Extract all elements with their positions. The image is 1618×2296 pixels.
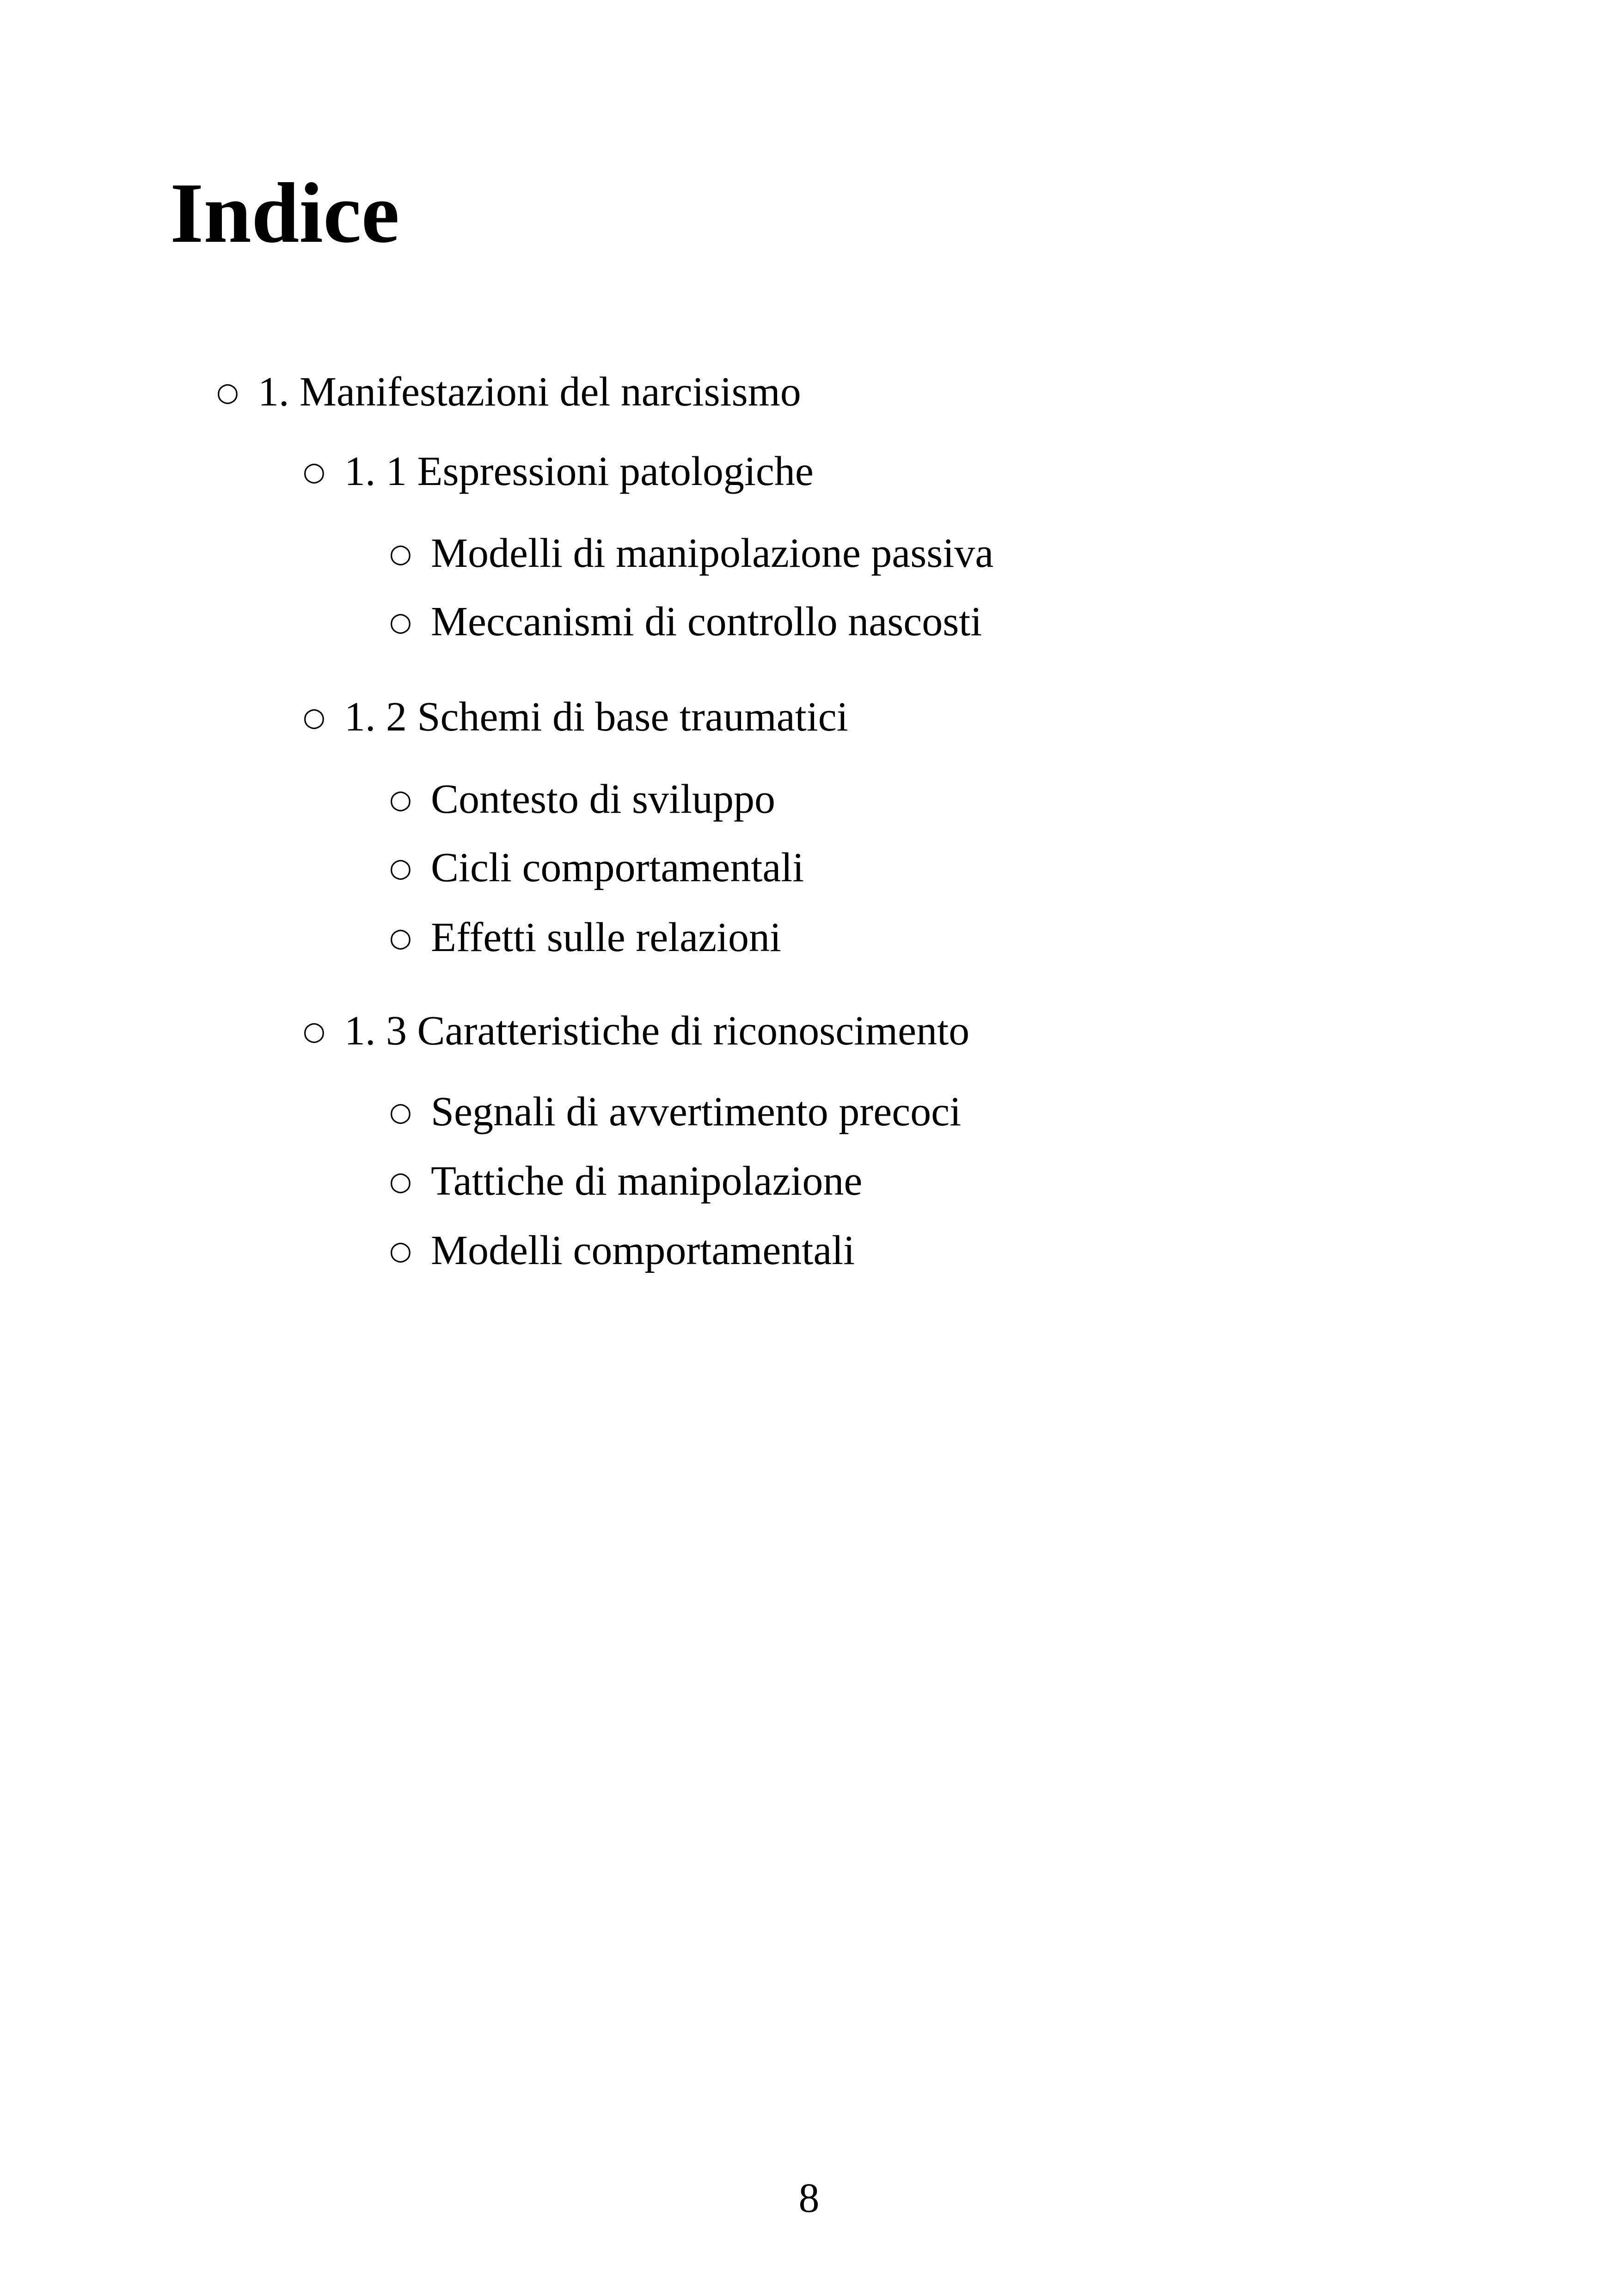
toc-label: 1. 3 Caratteristiche di riconoscimento: [344, 1008, 970, 1054]
toc-label: Tattiche di manipolazione: [431, 1158, 863, 1204]
toc-section-1-3: [303, 1010, 969, 1052]
toc-subitem: [389, 776, 776, 822]
toc-label: Meccanismi di controllo nascosti: [431, 599, 982, 645]
toc-subitem: [389, 1160, 862, 1202]
toc-label: 1. Manifestazioni del narcisismo: [258, 369, 801, 415]
toc-subitem: [389, 917, 781, 958]
toc-section-1-1: [303, 448, 814, 494]
circle-bullet-icon: ○: [303, 702, 325, 732]
toc-label: Modelli comportamentali: [431, 1228, 855, 1273]
toc-subitem: [389, 847, 804, 889]
toc-section-1-2: [303, 696, 848, 738]
toc-subitem: [389, 601, 982, 643]
circle-bullet-icon: ○: [389, 923, 412, 953]
toc-label: Effetti sulle relazioni: [431, 915, 782, 960]
toc-label: 1. 1 Espressioni patologiche: [344, 448, 814, 494]
toc-chapter-1: [216, 371, 801, 413]
circle-bullet-icon: ○: [389, 1236, 412, 1266]
toc-label: 1. 2 Schemi di base traumatici: [344, 694, 848, 740]
circle-bullet-icon: ○: [389, 539, 412, 569]
toc-subitem: [389, 530, 994, 576]
circle-bullet-icon: ○: [389, 853, 412, 883]
circle-bullet-icon: ○: [389, 785, 412, 815]
toc-subitem: [389, 1230, 855, 1271]
toc-label: Contesto di sviluppo: [431, 776, 776, 822]
circle-bullet-icon: ○: [389, 1166, 412, 1197]
toc-label: Segnali di avvertimento precoci: [431, 1089, 962, 1135]
page-number: 8: [798, 2175, 820, 2221]
circle-bullet-icon: ○: [389, 607, 412, 637]
toc-label: Modelli di manipolazione passiva: [431, 530, 994, 576]
page-title: Indice: [170, 166, 400, 261]
circle-bullet-icon: ○: [216, 377, 239, 407]
circle-bullet-icon: ○: [303, 457, 325, 487]
toc-label: Cicli comportamentali: [431, 845, 804, 890]
toc-subitem: [389, 1091, 961, 1133]
circle-bullet-icon: ○: [303, 1016, 325, 1046]
circle-bullet-icon: ○: [389, 1097, 412, 1127]
